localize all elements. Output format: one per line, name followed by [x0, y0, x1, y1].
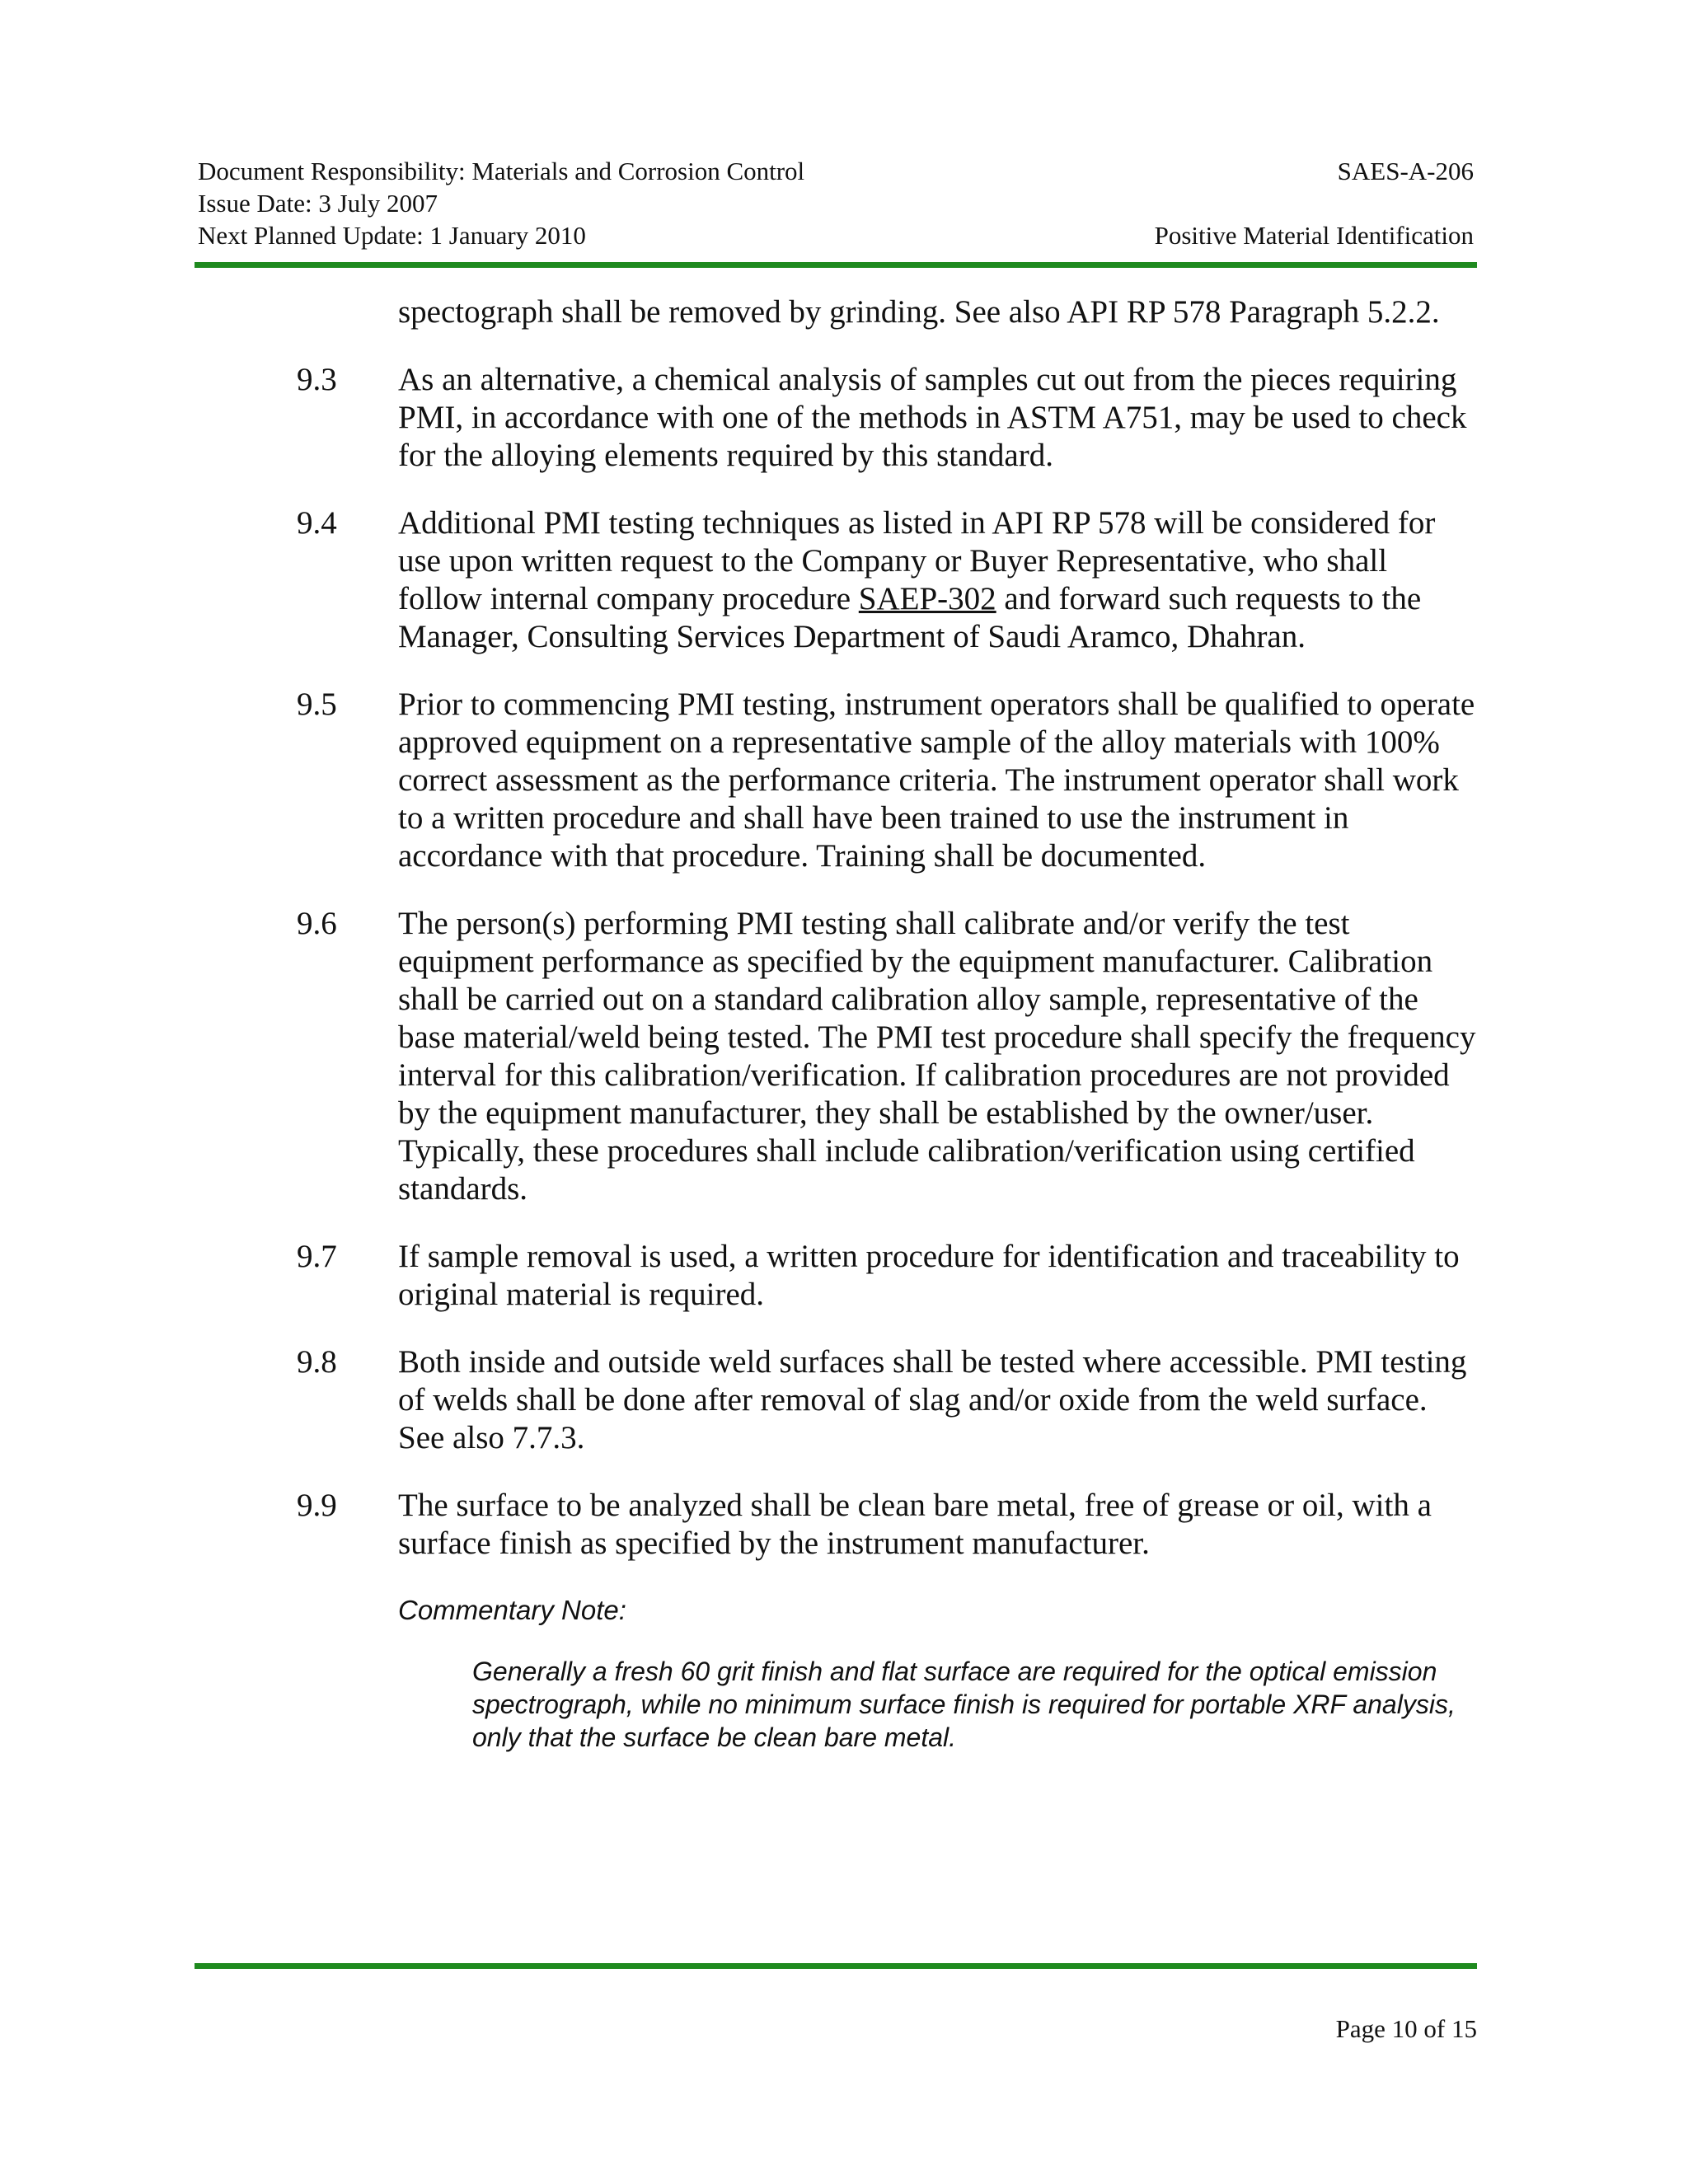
section-number: 9.7: [297, 1239, 337, 1274]
commentary-label: Commentary Note:: [398, 1595, 626, 1625]
continued-paragraph: spectograph shall be removed by grinding. See also API RP 578 Paragraph 5.2.2.: [398, 294, 1440, 330]
section-9-8: [0, 1343, 1688, 1457]
header-row-2: [198, 187, 1474, 219]
section-text: Prior to commencing PMI testing, instrument operators shall be qualified to operate approved equipment on a representative sample of the alloy materials with 100% correct assessment as the performance criteria. The instrument operator shall work to a written procedure and shall have been trained to use the instrument in accordance with that procedure. Training shall be documented.: [398, 687, 1475, 874]
section-number: 9.9: [297, 1488, 337, 1523]
section-number: 9.3: [297, 362, 337, 397]
next-planned-update: Next Planned Update: 1 January 2010: [198, 221, 586, 250]
document-number: SAES-A-206: [1337, 157, 1474, 185]
document-title: Positive Material Identification: [1154, 221, 1474, 250]
section-text-part: Additional PMI testing techniques as listed in API RP 578 will be considered for use upon written request to the Company or Buyer Representative, who shall follow internal company procedure: [398, 505, 1436, 616]
section-text: As an alternative, a chemical analysis of samples cut out from the pieces requiring PMI, in accordance with one of the methods in ASTM A751, may be used to check for the alloying elements required by this standard.: [398, 362, 1467, 473]
section-text: The surface to be analyzed shall be clean bare metal, free of grease or oil, with a surface finish as specified by the instrument manufacturer.: [398, 1488, 1432, 1561]
section-9-6: [0, 905, 1688, 1208]
section-number: 9.5: [297, 687, 337, 722]
header-row-1: [198, 155, 1474, 187]
section-number: 9.4: [297, 505, 337, 541]
section-text: Both inside and outside weld surfaces shall be tested where accessible. PMI testing of welds shall be done after removal of slag and/or oxide from the weld surface. See also 7.7.3.: [398, 1344, 1467, 1455]
section-9-5: [0, 686, 1688, 875]
section-number: 9.6: [297, 906, 337, 941]
section-9-9: [0, 1487, 1688, 1563]
section-text: [398, 504, 1478, 656]
footer-divider: [195, 1963, 1477, 1969]
section-text: The person(s) performing PMI testing shall calibrate and/or verify the test equipment performance as specified by the equipment manufacturer. Calibration shall be carried out on a standard calibration alloy sample, representative of the base material/weld being tested. The PMI test procedure shall specify the frequency interval for this calibration/verification. If calibration procedures are not provided by the equipment manufacturer, they shall be established by the owner/user. Typically, these procedures shall include calibration/verification using certified standards.: [398, 906, 1476, 1207]
section-9-7: [0, 1238, 1688, 1314]
header-divider: [195, 262, 1477, 268]
section-text: If sample removal is used, a written procedure for identification and traceability to original material is required.: [398, 1239, 1460, 1312]
header-row-3: [198, 219, 1474, 251]
issue-date: Issue Date: 3 July 2007: [198, 189, 438, 218]
section-9-4: [0, 504, 1688, 656]
document-body: [0, 293, 1688, 1754]
section-text-part: and forward such requests to the Manager, Consulting Services Department of Saudi Aramco, Dhahran.: [398, 581, 1422, 654]
section-number: 9.8: [297, 1344, 337, 1380]
document-responsibility: Document Responsibility: Materials and Corrosion Control: [198, 157, 805, 185]
page-header: [198, 155, 1474, 251]
saep-302-link[interactable]: SAEP-302: [858, 581, 996, 616]
page-number: Page 10 of 15: [1335, 2014, 1477, 2043]
commentary-note: Generally a fresh 60 grit finish and flat surface are required for the optical emission spectrograph, while no minimum surface finish is required for portable XRF analysis, only that the surface be clean bare metal.: [472, 1657, 1456, 1752]
section-9-3: [0, 361, 1688, 475]
